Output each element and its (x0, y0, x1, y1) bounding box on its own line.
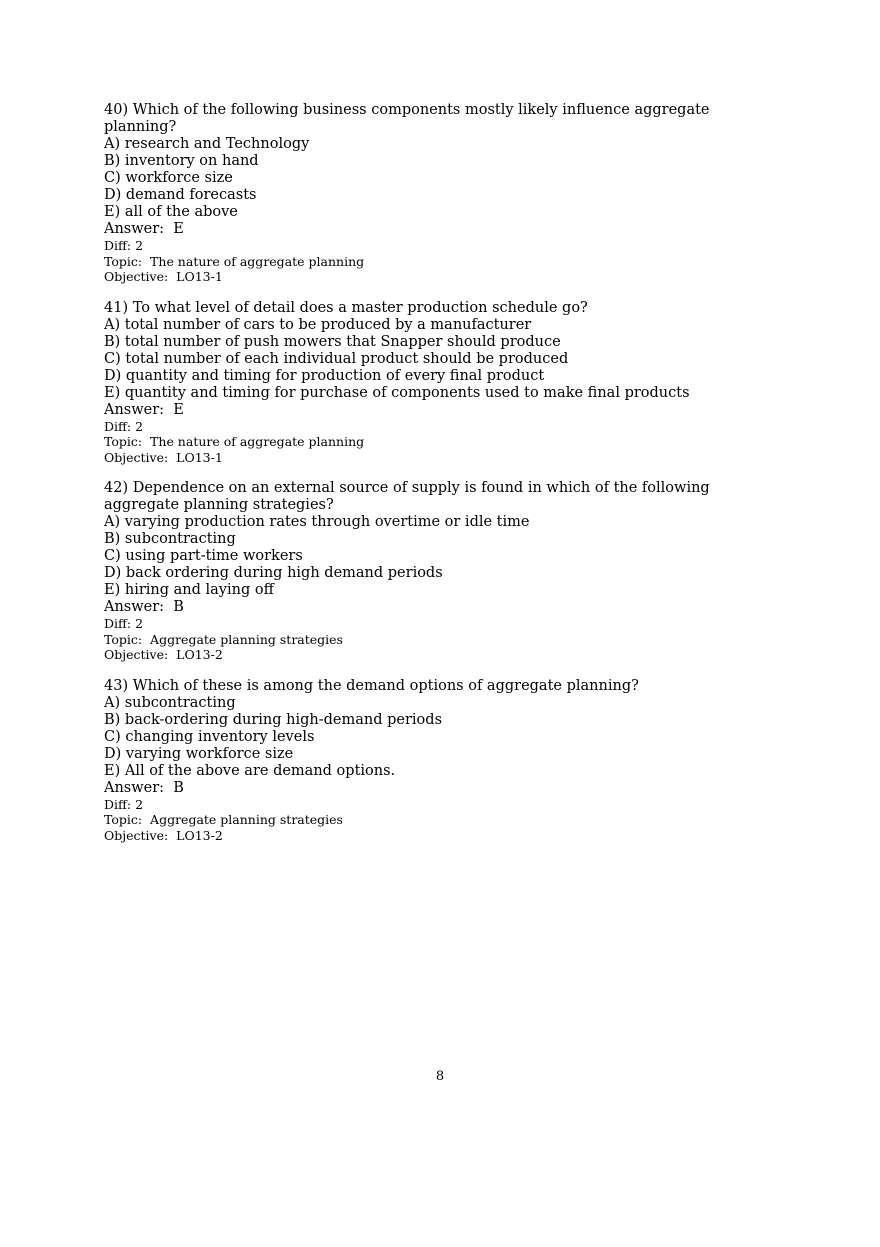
question-text: 42) Dependence on an external source of supply is found in which of the following aggregate planning strategies? (104, 480, 715, 513)
option-a: A) subcontracting (104, 694, 236, 711)
option-c: C) changing inventory levels (104, 728, 315, 745)
option-b: B) subcontracting (104, 531, 236, 547)
objective: Objective: LO13-2 (104, 647, 223, 662)
question-40 (104, 102, 744, 285)
objective: Objective: LO13-1 (104, 269, 223, 284)
option-c: C) total number of each individual product should be produced (104, 350, 569, 367)
difficulty: Diff: 2 (104, 616, 144, 631)
answer: Answer: E (104, 221, 184, 237)
option-b: B) inventory on hand (104, 153, 259, 169)
answer: Answer: E (104, 401, 184, 418)
answer: Answer: B (104, 599, 184, 615)
difficulty: Diff: 2 (104, 418, 144, 434)
option-d: D) varying workforce size (104, 745, 294, 762)
option-a: A) research and Technology (104, 136, 310, 152)
question-text: 43) Which of these is among the demand options of aggregate planning? (104, 677, 639, 694)
option-b: B) total number of push mowers that Snapper should produce (104, 333, 561, 350)
objective: Objective: LO13-1 (104, 449, 223, 465)
question-43 (104, 678, 744, 844)
page-number: 8 (435, 1069, 445, 1084)
option-e: E) hiring and laying off (104, 582, 274, 598)
option-d: D) demand forecasts (104, 187, 257, 203)
answer: Answer: B (104, 779, 184, 796)
option-d: D) quantity and timing for production of every final product (104, 367, 545, 384)
question-42 (104, 480, 744, 663)
option-a: A) total number of cars to be produced by a manufacturer (104, 316, 532, 333)
option-d: D) back ordering during high demand periods (104, 565, 443, 581)
document-page (104, 102, 744, 858)
option-c: C) using part-time workers (104, 548, 303, 564)
objective: Objective: LO13-2 (104, 827, 223, 843)
option-e: E) All of the above are demand options. (104, 762, 396, 779)
difficulty: Diff: 2 (104, 796, 144, 812)
question-text: 41) To what level of detail does a master production schedule go? (104, 299, 588, 316)
option-e: E) all of the above (104, 204, 238, 220)
topic: Topic: The nature of aggregate planning (104, 434, 365, 449)
question-text: 40) Which of the following business components mostly likely influence aggregate planning? (104, 102, 715, 135)
option-b: B) back-ordering during high-demand periods (104, 711, 443, 728)
option-a: A) varying production rates through overtime or idle time (104, 514, 530, 530)
option-c: C) workforce size (104, 170, 233, 186)
topic: Topic: The nature of aggregate planning (104, 253, 365, 269)
difficulty: Diff: 2 (104, 238, 144, 253)
question-41 (104, 300, 744, 466)
topic: Topic: Aggregate planning strategies (104, 631, 343, 647)
topic: Topic: Aggregate planning strategies (104, 812, 343, 827)
option-e: E) quantity and timing for purchase of components used to make final products (104, 384, 690, 401)
